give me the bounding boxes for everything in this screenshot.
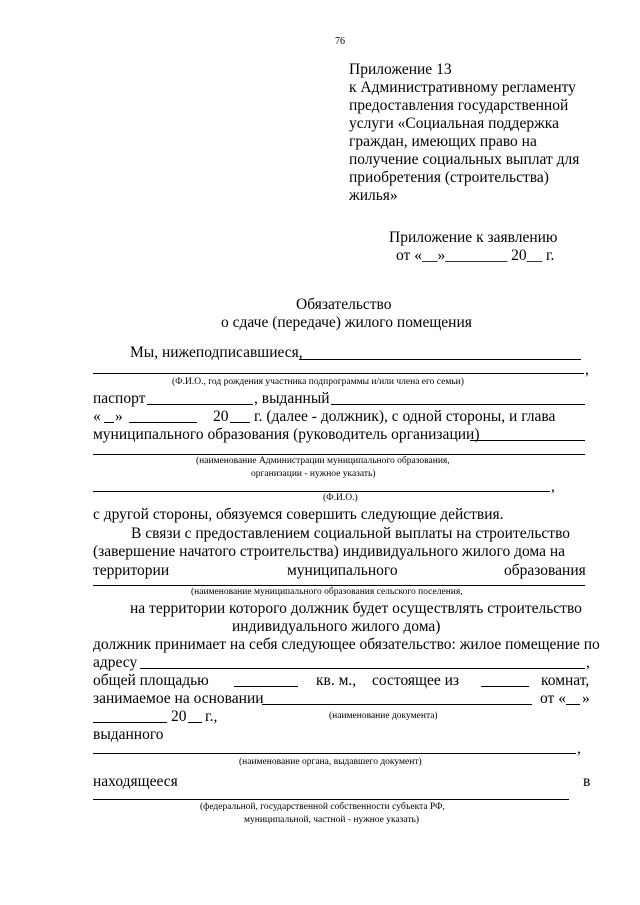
passport-issuer-field[interactable] bbox=[331, 404, 585, 405]
doc-hint: (наименование документа) bbox=[329, 711, 438, 721]
year-suffix: г., bbox=[205, 708, 218, 725]
appendix-line: Приложение 13 bbox=[349, 61, 452, 78]
year-prefix: 20 bbox=[171, 708, 187, 725]
statement-appendix-date: от «__»________ 20__ г. bbox=[396, 247, 555, 264]
passport-number-field[interactable] bbox=[147, 404, 253, 405]
undersigned-field-2[interactable] bbox=[93, 373, 584, 374]
formation-label: образования bbox=[504, 562, 586, 579]
address-label: адресу bbox=[93, 654, 138, 671]
appendix-line: граждан, имеющих право на bbox=[349, 133, 537, 150]
day-field[interactable] bbox=[104, 422, 114, 423]
comma: , bbox=[586, 654, 590, 671]
comma: , bbox=[551, 478, 555, 495]
municipal-label: муниципального bbox=[287, 562, 398, 579]
year-field[interactable] bbox=[230, 422, 250, 423]
statement-appendix-label: Приложение к заявлению bbox=[389, 229, 558, 246]
admin-name-field[interactable] bbox=[93, 454, 585, 455]
municipality-head-label: муниципального образования (руководитель организации) bbox=[93, 426, 480, 443]
rooms-label: комнат, bbox=[541, 672, 590, 689]
issued-by-label: выданного bbox=[93, 726, 164, 743]
sqm-label: кв. м., bbox=[316, 672, 357, 689]
passport-label: паспорт bbox=[93, 390, 146, 407]
doc-day-field[interactable] bbox=[566, 704, 580, 705]
issuing-org-field[interactable] bbox=[93, 753, 576, 754]
admin-hint-2: организации - нужное указать) bbox=[251, 469, 376, 479]
year-prefix: 20 bbox=[213, 408, 229, 425]
appendix-line: получение социальных выплат для bbox=[349, 151, 580, 168]
doc-year-field[interactable] bbox=[188, 722, 202, 723]
territory-label: территории bbox=[93, 562, 170, 579]
rural-hint: (наименование муниципального образования сельского поселения, bbox=[191, 587, 463, 597]
quote-open: « bbox=[93, 408, 101, 425]
paragraph-1-line-1: В связи с предоставлением социальной выплаты на строительство bbox=[131, 525, 571, 542]
in-label: в bbox=[583, 773, 591, 790]
fio2-hint: (Ф.И.О.) bbox=[323, 493, 358, 503]
property-hint: (федеральной, государственной собственности субъекта РФ, bbox=[200, 802, 445, 812]
page-number: 76 bbox=[335, 36, 345, 47]
head-fio-field[interactable] bbox=[93, 491, 550, 492]
appendix-line: предоставления государственной bbox=[349, 97, 569, 114]
appendix-line: жилья» bbox=[349, 187, 398, 204]
basis-document-field[interactable] bbox=[262, 704, 532, 705]
located-label: находящееся bbox=[93, 773, 178, 790]
quote-close: » bbox=[115, 408, 123, 425]
area-field[interactable] bbox=[234, 686, 298, 687]
occupied-label: занимаемое на основании bbox=[93, 690, 264, 707]
quote-close: » bbox=[582, 690, 590, 707]
paragraph-2-line-1: на территории которого должник будет осуществлять строительство bbox=[130, 600, 582, 617]
issued-label: , выданный bbox=[254, 390, 330, 407]
undersigned-label: Мы, нижеподписавшиеся, bbox=[130, 344, 303, 361]
paragraph-2-line-2: индивидуального жилого дома) bbox=[232, 618, 441, 635]
month-field[interactable] bbox=[129, 422, 197, 423]
debtor-text: г. (далее - должник), с одной стороны, и глава bbox=[254, 408, 556, 425]
from-label: от « bbox=[540, 690, 566, 707]
paragraph-1-line-2: (завершение начатого строительства) индивидуального жилого дома на bbox=[93, 543, 566, 560]
document-title: Обязательство bbox=[296, 296, 392, 313]
property-hint-2: муниципальной, частной - нужное указать) bbox=[244, 815, 420, 825]
comma: , bbox=[577, 740, 581, 757]
municipality-head-field[interactable] bbox=[470, 440, 585, 441]
org-hint: (наименование органа, выдавшего документ) bbox=[239, 757, 422, 767]
doc-month-field[interactable] bbox=[93, 722, 167, 723]
municipality-name-field[interactable] bbox=[93, 585, 585, 586]
consisting-label: состоящее из bbox=[372, 672, 460, 689]
appendix-line: услуги «Социальная поддержка bbox=[349, 115, 559, 132]
appendix-line: приобретения (строительства) bbox=[349, 169, 549, 186]
property-type-field[interactable] bbox=[93, 799, 569, 800]
rooms-field[interactable] bbox=[481, 686, 529, 687]
total-area-label: общей площадью bbox=[93, 672, 209, 689]
appendix-line: к Административному регламенту bbox=[349, 79, 576, 96]
admin-hint: (наименование Администрации муниципального образования, bbox=[196, 456, 450, 466]
fio-hint: (Ф.И.О., год рождения участника подпрограммы и/или члена его семьи) bbox=[172, 377, 464, 387]
document-subtitle: о сдаче (передаче) жилого помещения bbox=[221, 314, 472, 331]
undersigned-field[interactable] bbox=[299, 359, 581, 360]
obligation-text: должник принимает на себя следующее обязательство: жилое помещение по bbox=[93, 636, 600, 653]
other-side-text: с другой стороны, обязуемся совершить следующие действия. bbox=[93, 506, 504, 523]
comma: , bbox=[585, 361, 589, 378]
address-field[interactable] bbox=[140, 668, 585, 669]
